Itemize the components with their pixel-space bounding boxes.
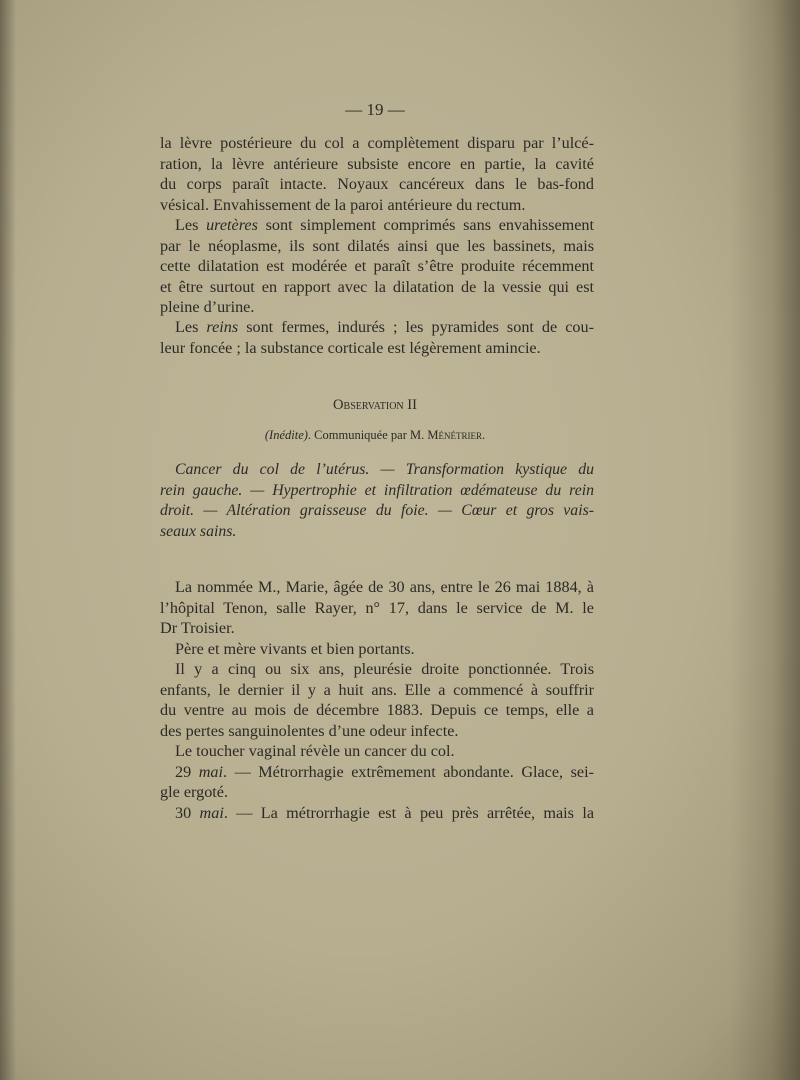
text-line: Père et mère vivants et bien portants. <box>175 639 415 658</box>
text-line: Il y a cinq ou six ans, pleurésie droite ponctionnée. Trois <box>175 660 594 678</box>
line-rest: sont simplement comprimés sans envahissement <box>257 216 595 234</box>
line-rest: sont fermes, indurés ; les pyramides sont de cou- <box>238 318 594 336</box>
text-line: droit. — Altération graisseuse du foie. — Cœur et gros vais- <box>160 502 594 519</box>
lead-word: Les <box>175 216 207 234</box>
text-line: Cancer du col de l’utérus. — Transformation kystique du <box>175 461 594 478</box>
text-line: leur foncée ; la substance corticale est légèrement amincie. <box>160 338 541 357</box>
text-line <box>160 215 594 236</box>
text-line: vésical. Envahissement de la paroi antérieure du rectum. <box>160 195 526 214</box>
text-line <box>160 803 594 824</box>
text-line: des pertes sanguinolentes d’une odeur infecte. <box>160 721 459 740</box>
observation-summary <box>160 460 594 542</box>
text-line: du corps paraît intacte. Noyaux cancéreux dans le bas-fond <box>160 175 594 193</box>
date-month: mai <box>198 762 223 781</box>
text-line: seaux sains. <box>160 522 237 540</box>
paragraph-ureteres <box>160 215 594 318</box>
line-rest: . — Métrorrhagie extrêmement abondante. Glace, sei- <box>223 762 594 781</box>
date-day: 30 <box>175 803 200 822</box>
text-line: du ventre au mois de décembre 1883. Depuis ce temps, elle a <box>160 701 594 719</box>
paragraph-continuation <box>160 133 594 215</box>
text-line: ration, la lèvre antérieure subsiste encore en partie, la cavité <box>160 154 594 173</box>
communicated-by: . Communiquée par M. <box>307 428 428 442</box>
text-line: pleine d’urine. <box>160 298 255 316</box>
lead-word: Les <box>175 318 207 336</box>
inedite-label: (Inédite) <box>264 428 308 442</box>
observation-heading: Observation II <box>333 397 417 413</box>
text-line: Le toucher vaginal révèle un cancer du col. <box>175 742 455 760</box>
text-line: rein gauche. — Hypertrophie et infiltration œdémateuse du rein <box>160 481 594 499</box>
text-line: et être surtout en rapport avec la dilatation de la vessie qui est <box>160 277 594 296</box>
paragraph-reins <box>160 317 594 358</box>
period: . <box>481 428 486 442</box>
observation-subheading <box>0 428 750 443</box>
date-day: 29 <box>175 762 199 781</box>
text-line: gle ergoté. <box>160 783 229 801</box>
author-name: Ménétrier <box>427 428 482 442</box>
text-line <box>160 762 594 783</box>
text-line: la lèvre postérieure du col a complètement disparu par l’ulcé- <box>160 134 594 152</box>
line-rest: . — La métrorrhagie est à peu près arrêtée, mais la <box>223 803 595 822</box>
text-line <box>160 317 594 338</box>
text-line: l’hôpital Tenon, salle Rayer, n° 17, dans le service de M. le <box>160 598 594 617</box>
observation-body <box>160 577 594 823</box>
text-line: par le néoplasme, ils sont dilatés ainsi que les bassinets, mais <box>160 236 594 255</box>
italic-term: reins <box>206 318 239 336</box>
italic-term: uretères <box>206 216 258 234</box>
text-line: cette dilatation est modérée et paraît s’être produite récemment <box>160 257 594 275</box>
text-line: Dr Troisier. <box>160 619 235 637</box>
page-number: — 19 — <box>345 100 405 119</box>
text-line: enfants, le dernier il y a huit ans. Elle a commencé à souffrir <box>160 680 594 699</box>
text-line: La nommée M., Marie, âgée de 30 ans, entre le 26 mai 1884, à <box>175 578 594 596</box>
date-month: mai <box>199 803 224 822</box>
